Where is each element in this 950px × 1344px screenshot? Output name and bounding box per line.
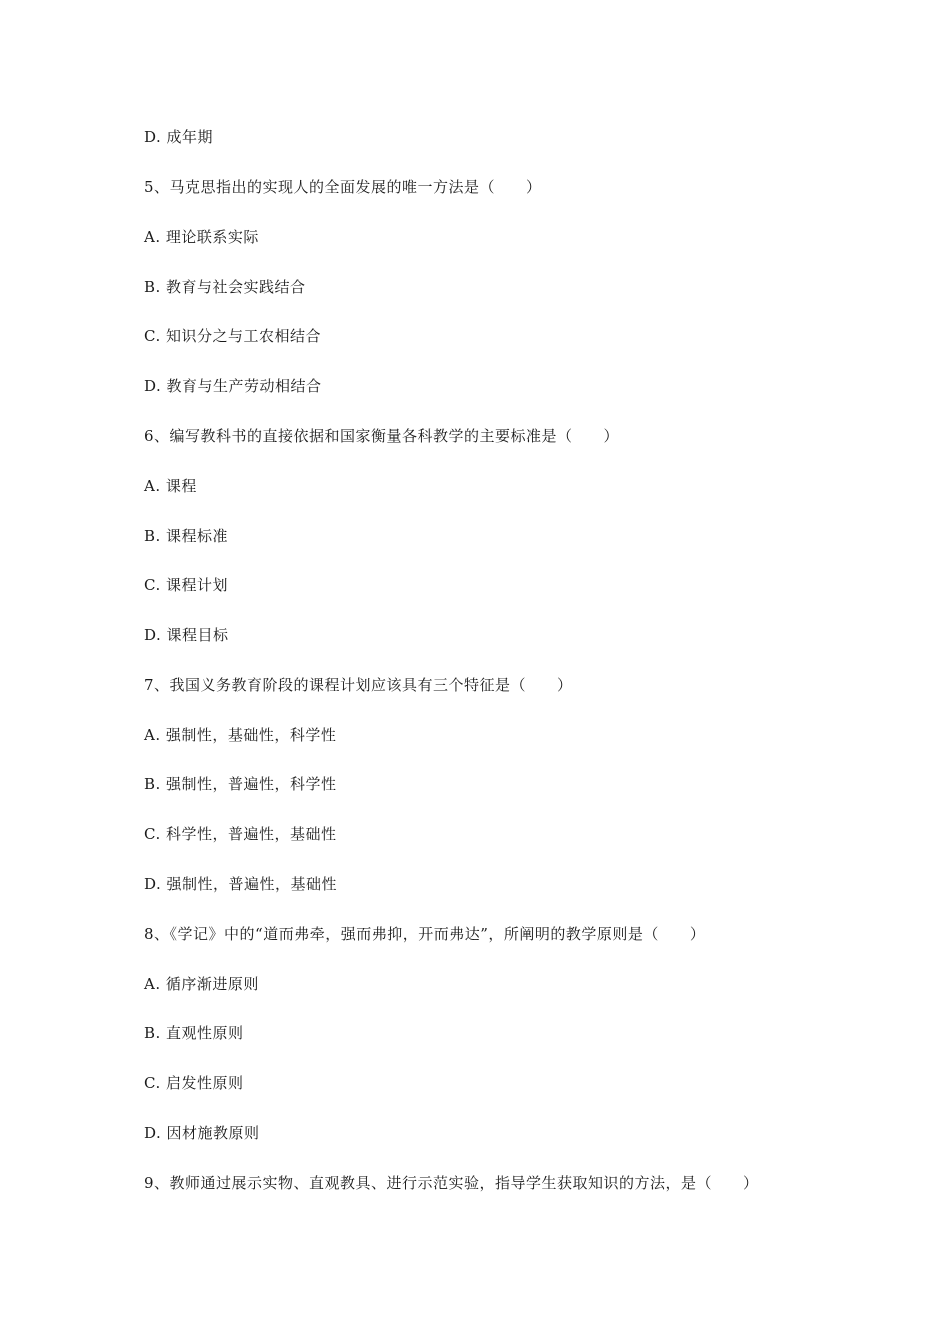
- question-9: 9、教师通过展示实物、直观教具、进行示范实验，指导学生获取知识的方法，是（ ）: [144, 1174, 759, 1192]
- option-b-q6: B. 课程标准: [144, 527, 229, 545]
- option-b-q8: B. 直观性原则: [144, 1024, 244, 1042]
- option-c-q8: C. 启发性原则: [144, 1074, 244, 1092]
- option-d-q6: D. 课程目标: [144, 626, 229, 644]
- option-d-q5: D. 教育与生产劳动相结合: [144, 377, 322, 395]
- option-d-q8: D. 因材施教原则: [144, 1124, 260, 1142]
- option-a-q5: A. 理论联系实际: [144, 228, 259, 246]
- question-8: 8、《学记》中的“道而弗牵，强而弗抑，开而弗达”，所阐明的教学原则是（ ）: [144, 925, 706, 943]
- option-b-q5: B. 教育与社会实践结合: [144, 278, 306, 296]
- question-5: 5、马克思指出的实现人的全面发展的唯一方法是（ ）: [144, 178, 542, 196]
- question-6: 6、编写教科书的直接依据和国家衡量各科教学的主要标准是（ ）: [144, 427, 620, 445]
- option-d-q7: D. 强制性，普遍性，基础性: [144, 875, 338, 893]
- option-c-q6: C. 课程计划: [144, 576, 228, 594]
- option-a-q6: A. 课程: [144, 477, 197, 495]
- option-c-q7: C. 科学性，普遍性，基础性: [144, 825, 337, 843]
- option-c-q5: C. 知识分之与工农相结合: [144, 327, 321, 345]
- option-d-q4: D. 成年期: [144, 128, 214, 146]
- question-7: 7、我国义务教育阶段的课程计划应该具有三个特征是（ ）: [144, 676, 573, 694]
- option-b-q7: B. 强制性，普遍性，科学性: [144, 775, 337, 793]
- option-a-q8: A. 循序渐进原则: [144, 975, 259, 993]
- option-a-q7: A. 强制性，基础性，科学性: [144, 726, 337, 744]
